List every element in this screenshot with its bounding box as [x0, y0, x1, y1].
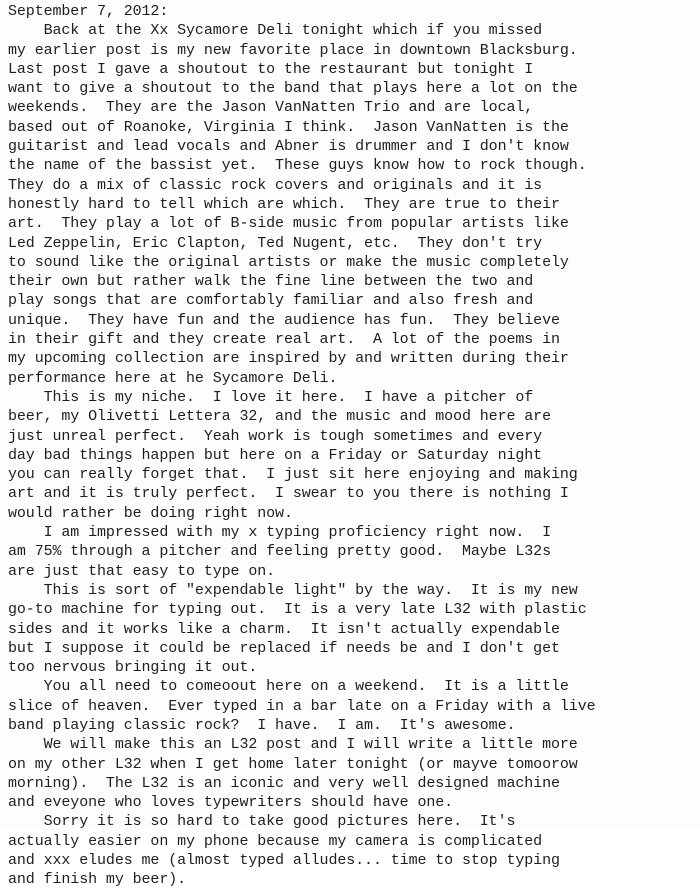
text-line: performance here at he Sycamore Deli. [8, 369, 338, 387]
date-heading: September 7, 2012: [8, 3, 169, 20]
text-line: day bad things happen but here on a Friday or Saturday night [8, 446, 543, 464]
text-line: would rather be doing right now. [8, 504, 293, 522]
text-line: band playing classic rock? I have. I am. It's awesome. [8, 716, 516, 734]
text-line: morning). The L32 is an iconic and very well designed machine [8, 774, 560, 792]
text-line: on my other L32 when I get home later tonight (or mayve tomoorow [8, 755, 578, 773]
text-line: unique. They have fun and the audience has fun. They believe [8, 311, 560, 329]
text-line: based out of Roanoke, Virginia I think. Jason VanNatten is the [8, 118, 569, 136]
text-line: go-to machine for typing out. It is a very late L32 with plastic [8, 601, 587, 619]
text-line: actually easier on my phone because my camera is complicated [8, 832, 543, 850]
text-line: guitarist and lead vocals and Abner is drummer and I don't know [8, 138, 569, 156]
text-line: and finish my beer). [8, 871, 187, 889]
text-line: I am impressed with my x typing proficiency right now. I [8, 524, 551, 542]
text-line: too nervous bringing it out. [8, 659, 258, 677]
text-line: Back at the Xx Sycamore Deli tonight which if you missed [8, 22, 543, 40]
text-line: you can really forget that. I just sit here enjoying and making [8, 466, 578, 484]
text-line: just unreal perfect. Yeah work is tough sometimes and every [8, 427, 543, 445]
text-line: their own but rather walk the fine line between the two and [8, 273, 534, 291]
text-line: weekends. They are the Jason VanNatten Trio and are local, [8, 99, 534, 117]
text-line: to sound like the original artists or make the music completely [8, 253, 569, 271]
text-line: beer, my Olivetti Lettera 32, and the music and mood here are [8, 408, 551, 426]
text-line: play songs that are comfortably familiar and also fresh and [8, 292, 534, 310]
text-line: We will make this an L32 post and I will write a little more [8, 736, 578, 754]
text-line: sides and it works like a charm. It isn't actually expendable [8, 620, 560, 638]
text-line: but I suppose it could be replaced if needs be and I don't get [8, 639, 560, 657]
text-line: my earlier post is my new favorite place in downtown Blacksburg. [8, 41, 578, 59]
text-line: Led Zeppelin, Eric Clapton, Ted Nugent, etc. They don't try [8, 234, 543, 252]
text-line: They do a mix of classic rock covers and originals and it is [8, 176, 543, 194]
text-line: art. They play a lot of B-side music from popular artists like [8, 215, 569, 233]
text-line: art and it is truly perfect. I swear to you there is nothing I [8, 485, 569, 503]
text-line: Sorry it is so hard to take good pictures here. It's [8, 813, 516, 831]
text-line: and eveyone who loves typewriters should have one. [8, 794, 454, 812]
text-line: want to give a shoutout to the band that plays here a lot on the [8, 80, 578, 98]
text-line: You all need to comeoout here on a weekend. It is a little [8, 678, 569, 696]
typed-text-block [8, 2, 596, 890]
text-line: in their gift and they create real art. A lot of the poems in [8, 331, 560, 349]
text-line: This is sort of "expendable light" by the way. It is my new [8, 581, 578, 599]
text-line: are just that easy to type on. [8, 562, 276, 580]
text-line: my upcoming collection are inspired by and written during their [8, 350, 569, 368]
text-line: This is my niche. I love it here. I have a pitcher of [8, 388, 534, 406]
text-line: the name of the bassist yet. These guys know how to rock though. [8, 157, 587, 175]
text-line: Last post I gave a shoutout to the restaurant but tonight I [8, 60, 534, 78]
text-line: and xxx eludes me (almost typed alludes... time to stop typing [8, 852, 560, 870]
text-line: slice of heaven. Ever typed in a bar late on a Friday with a live [8, 697, 596, 715]
text-line: am 75% through a pitcher and feeling pretty good. Maybe L32s [8, 543, 551, 561]
text-line: honestly hard to tell which are which. They are true to their [8, 195, 560, 213]
